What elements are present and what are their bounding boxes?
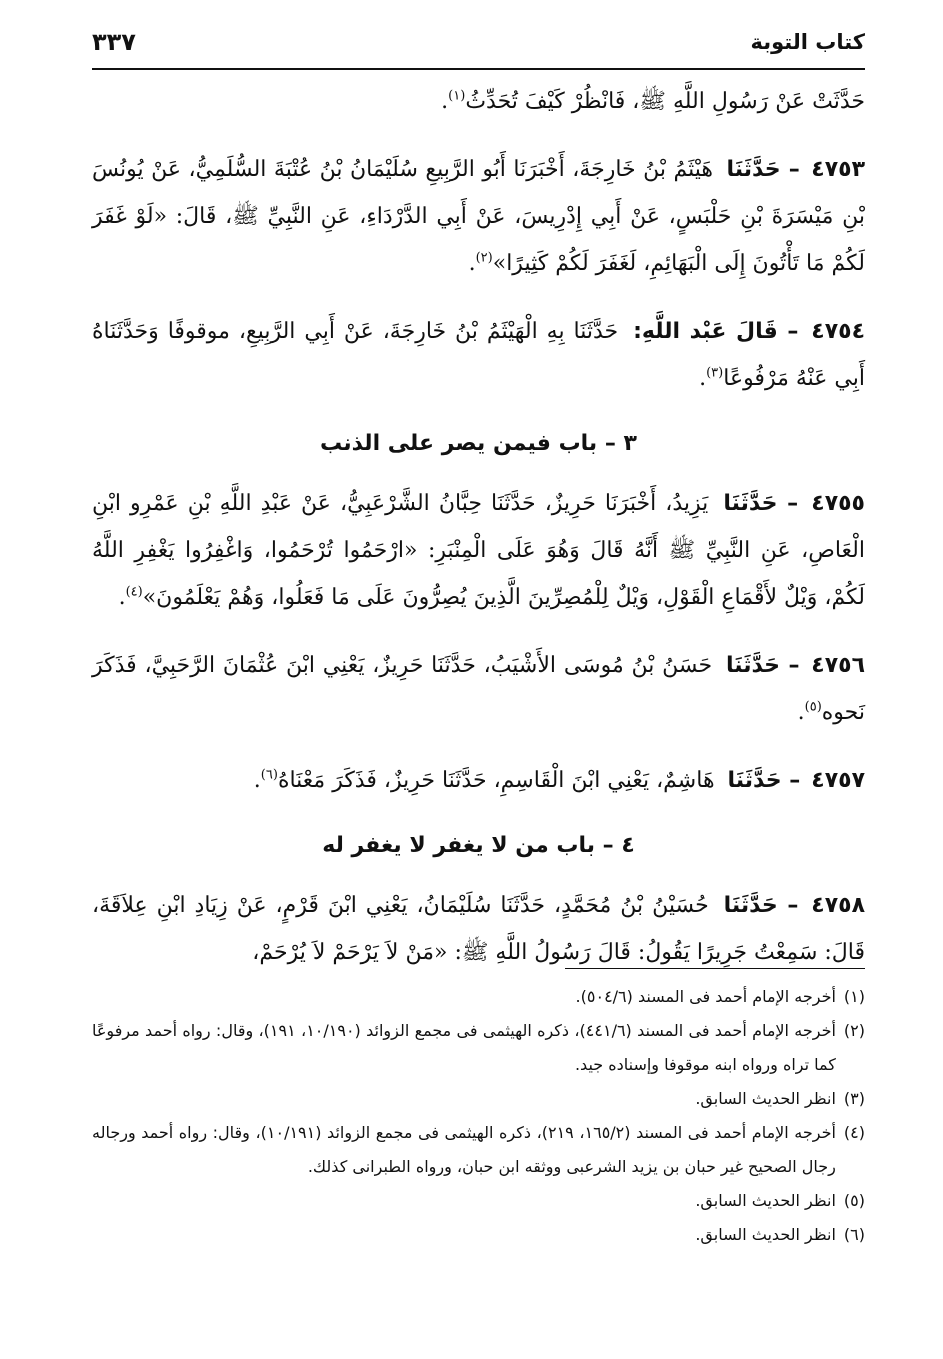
hadith-text: حُسَيْنُ بْنُ مُحَمَّدٍ، حَدَّثَنَا سُلَيْمَانُ، يَعْنِي ابْنَ قَرْمٍ، عَنْ زِيَادِ ابْنِ عِلاَقَةَ، قَالَ: سَمِعْتُ جَرِيرًا يَقُولُ: قَالَ رَسُولُ اللَّهِ ﷺ: «مَنْ لاَ يَرْحَمْ لاَ يُرْحَمْ، [92, 893, 865, 965]
footnote-text: انظر الحديث السابق. [695, 1225, 836, 1244]
hadith-4755 [92, 480, 865, 621]
hadith-text: حَدَّثَنَا بِهِ الْهَيْثَمُ بْنُ خَارِجَةَ، عَنْ أَبِي الرَّبِيعِ، موقوفًا وَحَدَّثَنَاهُ أَبِي عَنْهُ مَرْفُوعًا [92, 319, 865, 391]
footnote-2 [92, 1014, 865, 1082]
footnote-ref: (٤) [125, 584, 143, 600]
paragraph-end: . [468, 251, 476, 276]
footnote-text: أخرجه الإمام أحمد فى المسند (١٦٥/٢، ٢١٩)، ذكره الهيثمى فى مجمع الزوائد (١٠/١٩١)، وقال: رواه أحمد ورجاله رجال الصحيح غير حبان بن يزيد الشرعبى ووثقه ابن حبان، ورواه الطبرانى كذلك. [92, 1123, 836, 1176]
footnote-text: انظر الحديث السابق. [695, 1191, 836, 1210]
paragraph-end: . [797, 700, 805, 725]
paragraph-end: . [118, 585, 126, 610]
hadith-number: ٤٧٥٧ [811, 768, 865, 793]
footnote-ref: (١) [448, 88, 466, 104]
hadith-lead: – حَدَّثَنَا [727, 768, 801, 793]
footnote-1 [92, 980, 865, 1014]
hadith-4754 [92, 308, 865, 402]
footnote-text: أخرجه الإمام أحمد فى المسند (٥٠٤/٦). [575, 987, 836, 1006]
hadith-lead: – حَدَّثَنَا [723, 893, 799, 918]
paragraph-end: . [253, 768, 261, 793]
hadith-4757 [92, 757, 865, 804]
hadith-4756 [92, 642, 865, 736]
footnote-number: (١) [843, 987, 865, 1006]
hadith-text: حَسَنُ بْنُ مُوسَى الأَشْيَبُ، حَدَّثَنَا حَرِيزٌ، يَعْنِي ابْنَ عُثْمَانَ الرَّحَبِيَّ، فَذَكَرَ نَحوه [92, 653, 865, 725]
hadith-number: ٤٧٥٥ [811, 491, 865, 516]
page-number: ٣٣٧ [92, 28, 136, 56]
hadith-number: ٤٧٥٣ [811, 157, 865, 182]
hadith-text: يَزِيدُ، أَخْبَرَنَا حَرِيزٌ، حَدَّثَنَا حِبَّانُ الشَّرْعَبِيُّ، عَنْ عَبْدِ اللَّهِ بْنِ عَمْرِو ابْنِ الْعَاصِ، عَنِ النَّبِيِّ ﷺ أَنَّهُ قَالَ وَهُوَ عَلَى الْمِنْبَرِ: «ارْحَمُوا تُرْحَمُوا، وَاغْفِرُوا يَغْفِرِ اللَّهُ لَكُمْ، وَيْلٌ لأَقْمَاعِ الْقَوْلِ، وَيْلٌ لِلْمُصِرِّينَ الَّذِينَ يُصِرُّونَ عَلَى مَا فَعَلُوا، وَهُمْ يَعْلَمُونَ» [92, 491, 865, 610]
hadith-lead: – حَدَّثَنَا [723, 491, 799, 516]
running-title: كتاب التوبة [750, 30, 865, 54]
footnote-number: (٥) [843, 1191, 865, 1210]
chapter-heading-3: ٣ – باب فيمن يصر على الذنب [320, 431, 637, 456]
paragraph-text: حَدَّثَتْ عَنْ رَسُولِ اللَّهِ ﷺ، فَانْظُرْ كَيْفَ تُحَدِّثُ [465, 89, 865, 114]
hadith-lead: – حَدَّثَنَا [726, 157, 800, 182]
hadith-lead: – حَدَّثَنَا [725, 653, 800, 678]
footnote-number: (٤) [843, 1123, 865, 1142]
header-rule [92, 68, 865, 70]
hadith-number: ٤٧٥٨ [811, 893, 866, 918]
paragraph-end: . [441, 89, 449, 114]
footnote-text: انظر الحديث السابق. [695, 1089, 836, 1108]
footnote-ref: (٥) [804, 699, 822, 715]
footnote-rule [565, 968, 865, 969]
footnote-number: (٢) [843, 1021, 865, 1040]
hadith-text: هَيْثَمُ بْنُ خَارِجَةَ، أَخْبَرَنَا أَبُو الرَّبِيعِ سُلَيْمَانُ بْنُ عُتْبَةَ السُّلَمِيُّ، عَنْ يُونُسَ بْنِ مَيْسَرَةَ بْنِ حَلْبَسٍ، عَنْ أَبِي إِدْرِيسَ، عَنْ أَبِي الدَّرْدَاءِ، عَنِ النَّبِيِّ ﷺ، قَالَ: «لَوْ غَفَرَ لَكُمْ مَا تَأْتُونَ إِلَى الْبَهَائِمِ، لَغَفَرَ لَكُمْ كَثِيرًا» [92, 157, 865, 276]
continued-paragraph [92, 78, 865, 125]
footnote-4 [92, 1116, 865, 1184]
footnote-number: (٦) [843, 1225, 865, 1244]
main-text [92, 78, 865, 976]
hadith-4758 [92, 882, 865, 976]
footnotes [92, 980, 865, 1252]
hadith-number: ٤٧٥٦ [811, 653, 865, 678]
footnote-ref: (٣) [706, 365, 724, 381]
footnote-5 [92, 1184, 865, 1218]
footnote-text: أخرجه الإمام أحمد فى المسند (٤٤١/٦)، ذكره الهيثمى فى مجمع الزوائد (١٠/١٩٠، ١٩١)، وقال: رواه أحمد مرفوعًا كما تراه ورواه ابنه موقوفا وإسناده جيد. [92, 1021, 836, 1074]
footnote-ref: (٦) [260, 767, 278, 783]
hadith-number: ٤٧٥٤ [811, 319, 866, 344]
chapter-heading-4: ٤ – باب من لا يغفر لا يغفر له [322, 833, 635, 858]
hadith-lead: – قَالَ عَبْد اللَّهِ: [633, 319, 799, 344]
paragraph-end: . [699, 366, 707, 391]
hadith-4753 [92, 146, 865, 287]
hadith-text: هَاشِمٌ، يَعْنِي ابْنَ الْقَاسِمِ، حَدَّثَنَا حَرِيزٌ، فَذَكَرَ مَعْنَاهُ [277, 768, 715, 793]
footnote-number: (٣) [843, 1089, 865, 1108]
footnote-3 [92, 1082, 865, 1116]
footnote-ref: (٢) [475, 250, 493, 266]
footnote-6 [92, 1218, 865, 1252]
